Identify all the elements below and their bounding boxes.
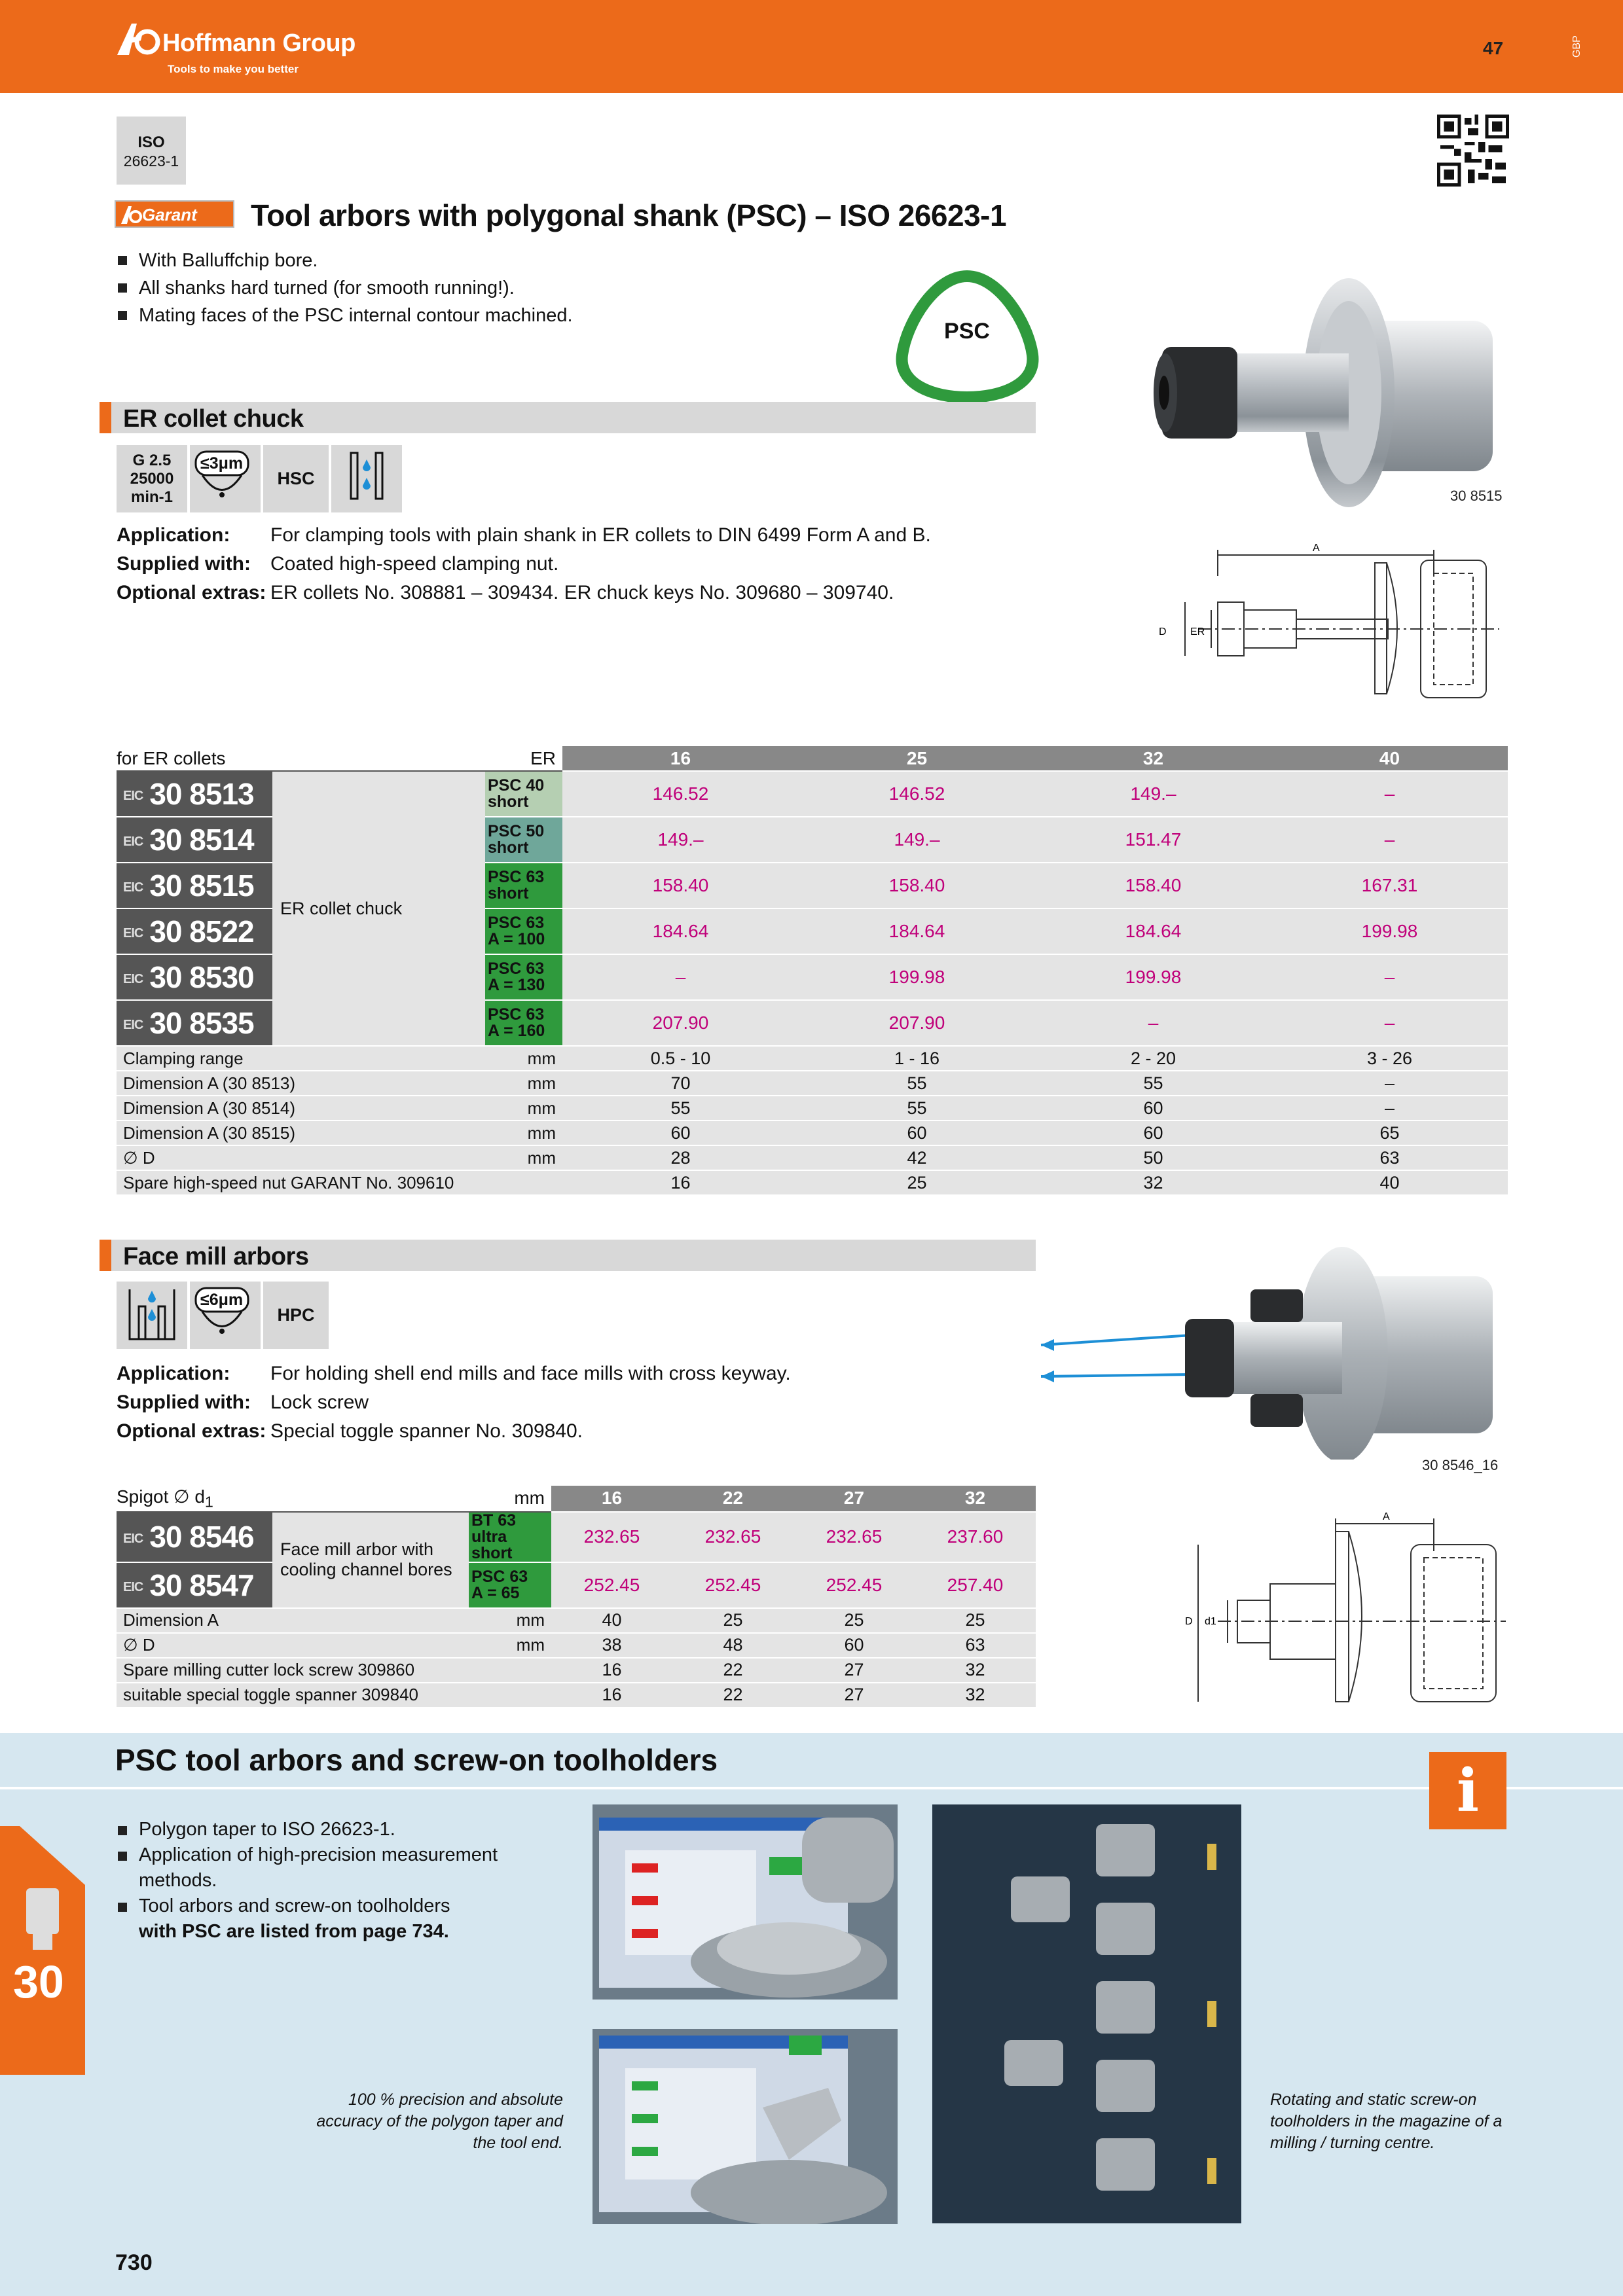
price-cell: – xyxy=(562,954,799,1000)
spec-value: 27 xyxy=(793,1683,915,1708)
spec-value: – xyxy=(1271,1071,1508,1096)
spec-unit: mm xyxy=(469,1608,551,1633)
size-column-header: 32 xyxy=(915,1486,1036,1512)
table-row xyxy=(117,1512,1036,1562)
price-cell: – xyxy=(1271,1000,1508,1046)
spec-unit: mm xyxy=(485,1046,562,1071)
spec-row xyxy=(117,1071,1508,1096)
hsc-icon xyxy=(263,445,329,512)
group-label: ER collet chuck xyxy=(272,771,485,1046)
spec-value: 60 xyxy=(562,1121,799,1145)
size-column-header: 25 xyxy=(799,746,1035,771)
spec-row xyxy=(117,1608,1036,1633)
price-cell: 158.40 xyxy=(799,863,1035,908)
supplied-text: Lock screw xyxy=(270,1391,369,1413)
spec-value: 60 xyxy=(799,1121,1035,1145)
spec-value: 40 xyxy=(1271,1170,1508,1195)
face-mill-technical-drawing xyxy=(1178,1505,1512,1715)
spec-row xyxy=(117,1683,1036,1708)
spec-label: Dimension A (30 8514) xyxy=(117,1096,485,1121)
price-cell: 151.47 xyxy=(1035,817,1271,863)
runout-value: ≤6μm xyxy=(200,1291,244,1309)
spec-value: 32 xyxy=(915,1658,1036,1683)
spec-value: 42 xyxy=(799,1145,1035,1170)
shank-type-line2: short xyxy=(488,884,529,903)
spec-value: 60 xyxy=(1035,1121,1271,1145)
spec-value: 38 xyxy=(551,1633,672,1658)
max-speed: 25000 xyxy=(130,470,174,488)
info-item xyxy=(117,1893,562,1945)
spec-value: 70 xyxy=(562,1071,799,1096)
spec-value: 25 xyxy=(799,1170,1035,1195)
price-cell: 232.65 xyxy=(793,1512,915,1562)
spec-value: 22 xyxy=(672,1683,793,1708)
price-cell: 252.45 xyxy=(793,1562,915,1608)
face-mill-details xyxy=(117,1359,1033,1446)
region-code: GBP xyxy=(1571,35,1582,58)
article-number-text: 30 8547 xyxy=(149,1568,254,1602)
spec-value: 55 xyxy=(562,1096,799,1121)
price-cell: 207.90 xyxy=(562,1000,799,1046)
price-cell: – xyxy=(1271,771,1508,817)
spec-value: 60 xyxy=(1035,1096,1271,1121)
table-header-row xyxy=(117,1486,1036,1512)
price-cell: 207.90 xyxy=(799,1000,1035,1046)
spec-value: 16 xyxy=(551,1683,672,1708)
shank-type xyxy=(485,908,562,954)
article-prefix: EIC xyxy=(123,1018,143,1033)
speed-unit: min-1 xyxy=(130,488,173,506)
drawing-label-d1: d1 xyxy=(1205,1616,1216,1627)
spec-row xyxy=(117,1121,1508,1145)
article-prefix: EIC xyxy=(123,926,143,941)
price-cell: – xyxy=(1271,817,1508,863)
price-cell: – xyxy=(1271,954,1508,1000)
article-number[interactable] xyxy=(117,771,272,817)
table-header-label xyxy=(117,1486,469,1512)
spec-value: 1 - 16 xyxy=(799,1046,1035,1071)
spec-label: Dimension A xyxy=(117,1608,469,1633)
spec-value: 22 xyxy=(672,1658,793,1683)
drawing-label-d: D xyxy=(1185,1616,1193,1627)
spec-label: Clamping range xyxy=(117,1046,485,1071)
spec-row xyxy=(117,1145,1508,1170)
spec-unit xyxy=(469,1658,551,1683)
garant-logo-text: Garant xyxy=(142,205,197,224)
spec-value: 16 xyxy=(551,1658,672,1683)
application-text: For clamping tools with plain shank in ER collets to DIN 6499 Form A and B. xyxy=(270,524,931,546)
spec-value: 55 xyxy=(799,1071,1035,1096)
er-collet-chuck-photo xyxy=(1133,268,1512,517)
caption-left: 100 % precision and absolute accuracy of the polygon taper and the tool end. xyxy=(316,2090,563,2152)
spec-value: 2 - 20 xyxy=(1035,1046,1271,1071)
shank-type-line1: PSC 63 xyxy=(488,960,545,978)
spec-label: Dimension A (30 8515) xyxy=(117,1121,485,1145)
price-cell: – xyxy=(1035,1000,1271,1046)
shank-type-line2: A = 160 xyxy=(488,1022,545,1040)
size-column-header: 16 xyxy=(551,1486,672,1512)
info-item-bold: with PSC are listed from page 734. xyxy=(139,1921,449,1942)
table-header-unit: mm xyxy=(469,1486,551,1512)
spec-value: – xyxy=(1271,1096,1508,1121)
article-number[interactable] xyxy=(117,1000,272,1046)
price-cell: 232.65 xyxy=(551,1512,672,1562)
price-cell: 146.52 xyxy=(799,771,1035,817)
price-cell: 199.98 xyxy=(799,954,1035,1000)
hoffmann-logo-icon xyxy=(115,20,164,58)
face-mill-arbor-photo xyxy=(1028,1244,1512,1460)
price-cell: 167.31 xyxy=(1271,863,1508,908)
balance-quality-icon xyxy=(117,445,187,512)
feature-list xyxy=(117,247,573,329)
shank-type xyxy=(469,1512,551,1562)
spec-row xyxy=(117,1096,1508,1121)
shank-type-line2: short xyxy=(488,838,529,857)
drawing-label-er: ER xyxy=(1190,626,1205,637)
spec-value: 27 xyxy=(793,1658,915,1683)
price-cell: 158.40 xyxy=(562,863,799,908)
spec-value: 63 xyxy=(915,1633,1036,1658)
article-number-text: 30 8515 xyxy=(149,869,254,903)
spec-value: 65 xyxy=(1271,1121,1508,1145)
spec-row xyxy=(117,1046,1508,1071)
section-heading-er xyxy=(100,402,1036,433)
extras-label: Optional extras: xyxy=(117,582,266,603)
price-cell: 184.64 xyxy=(562,908,799,954)
supplied-text: Coated high-speed clamping nut. xyxy=(270,553,559,575)
info-icon: i xyxy=(1429,1752,1506,1829)
spec-value: 55 xyxy=(799,1096,1035,1121)
size-column-header: 16 xyxy=(562,746,799,771)
price-cell: 149.– xyxy=(562,817,799,863)
brand-tagline: Tools to make you better xyxy=(168,63,299,75)
price-cell: 257.40 xyxy=(915,1562,1036,1608)
size-column-header: 40 xyxy=(1271,746,1508,771)
spec-unit: mm xyxy=(485,1071,562,1096)
section-heading-er-text: ER collet chuck xyxy=(123,405,304,433)
shank-type-line2: A = 130 xyxy=(488,976,545,994)
price-cell: 252.45 xyxy=(672,1562,793,1608)
drawing-label-a: A xyxy=(1313,543,1320,554)
feature-item: With Balluffchip bore. xyxy=(117,247,573,274)
size-column-header: 27 xyxy=(793,1486,915,1512)
supplied-label: Supplied with: xyxy=(117,1391,251,1413)
shank-type xyxy=(469,1562,551,1608)
application-label: Application: xyxy=(117,524,230,546)
spec-unit: mm xyxy=(485,1096,562,1121)
feature-item: Mating faces of the PSC internal contour machined. xyxy=(117,302,573,329)
shank-type-line1: PSC 63 xyxy=(488,1005,545,1024)
hpc-icon xyxy=(263,1282,329,1349)
chapter-tab xyxy=(0,1826,85,2075)
section-heading-face-mill-text: Face mill arbors xyxy=(123,1243,309,1270)
iso-badge-line1: ISO xyxy=(137,134,165,151)
article-prefix: EIC xyxy=(123,834,143,850)
table-row xyxy=(117,771,1508,817)
shank-type-line2: short xyxy=(488,793,529,811)
shank-type xyxy=(485,771,562,817)
hpc-label: HPC xyxy=(277,1305,315,1325)
spec-unit xyxy=(485,1170,562,1195)
article-number-text: 30 8522 xyxy=(149,914,254,948)
er-price-table xyxy=(117,746,1508,1196)
price-cell: 158.40 xyxy=(1035,863,1271,908)
iso-badge-line2: 26623-1 xyxy=(123,152,179,170)
runout-value: ≤3μm xyxy=(200,454,244,473)
shank-type-line1: BT 63 xyxy=(471,1511,517,1530)
article-number[interactable] xyxy=(117,863,272,908)
psc-polygon-icon xyxy=(894,270,1041,404)
article-number[interactable] xyxy=(117,1562,272,1608)
info-item: Polygon taper to ISO 26623-1. xyxy=(117,1817,562,1842)
table-header-sub: 1 xyxy=(204,1493,213,1511)
spec-value: 55 xyxy=(1035,1071,1271,1096)
article-number-text: 30 8513 xyxy=(149,777,254,811)
spec-unit: mm xyxy=(485,1121,562,1145)
page-title: Tool arbors with polygonal shank (PSC) – ISO 26623-1 xyxy=(251,198,1007,232)
info-item-text: Tool arbors and screw-on toolholders xyxy=(139,1895,450,1916)
er-photo-caption: 30 8515 xyxy=(1450,488,1503,504)
shank-type-line1: PSC 63 xyxy=(471,1567,528,1586)
chapter-number: 30 xyxy=(13,1956,64,2007)
price-cell: 184.64 xyxy=(1035,908,1271,954)
runout-icon xyxy=(190,445,261,512)
face-mill-photo-caption: 30 8546_16 xyxy=(1422,1457,1499,1473)
article-prefix: EIC xyxy=(123,972,143,987)
spec-value: 32 xyxy=(1035,1170,1271,1195)
price-cell: 146.52 xyxy=(562,771,799,817)
shank-type-line2: A = 100 xyxy=(488,930,545,948)
garant-logo-icon xyxy=(120,204,143,225)
article-number-text: 30 8535 xyxy=(149,1006,254,1040)
spec-value: 63 xyxy=(1271,1145,1508,1170)
price-cell: 184.64 xyxy=(799,908,1035,954)
spec-row xyxy=(117,1633,1036,1658)
spec-row xyxy=(117,1658,1036,1683)
spec-label: Spare high-speed nut GARANT No. 309610 xyxy=(117,1170,485,1195)
info-title: PSC tool arbors and screw-on toolholders xyxy=(115,1743,718,1777)
spec-value: 50 xyxy=(1035,1145,1271,1170)
tool-magazine-photo xyxy=(932,1804,1241,2223)
qr-code-icon[interactable] xyxy=(1437,115,1509,187)
spec-row xyxy=(117,1170,1508,1195)
spec-value: 32 xyxy=(915,1683,1036,1708)
price-cell: 199.98 xyxy=(1035,954,1271,1000)
table-header-unit: ER xyxy=(485,746,562,771)
psc-symbol-label: PSC xyxy=(944,319,990,344)
spec-value: 3 - 26 xyxy=(1271,1046,1508,1071)
page-reference: 47 xyxy=(1483,38,1504,58)
size-column-header: 22 xyxy=(672,1486,793,1512)
shank-type xyxy=(485,1000,562,1046)
spec-label: ∅ D xyxy=(117,1633,469,1658)
caption-right: Rotating and static screw-on toolholders in the magazine of a milling / turning centre. xyxy=(1270,2090,1503,2152)
runout-icon xyxy=(190,1282,261,1349)
spec-value: 48 xyxy=(672,1633,793,1658)
spec-value: 16 xyxy=(562,1170,799,1195)
table-header-row xyxy=(117,746,1508,771)
price-cell: 149.– xyxy=(1035,771,1271,817)
shank-type xyxy=(485,954,562,1000)
article-prefix: EIC xyxy=(123,880,143,895)
extras-label: Optional extras: xyxy=(117,1420,266,1442)
shank-type-line1: PSC 40 xyxy=(488,776,545,795)
price-cell: 237.60 xyxy=(915,1512,1036,1562)
brand-name: Hoffmann Group xyxy=(162,29,356,57)
coolant-icon xyxy=(117,1282,187,1349)
table-header-label: for ER collets xyxy=(117,746,485,771)
article-prefix: EIC xyxy=(123,1532,143,1547)
article-prefix: EIC xyxy=(123,1579,143,1594)
hsc-label: HSC xyxy=(277,469,315,488)
spec-label: Dimension A (30 8513) xyxy=(117,1071,485,1096)
iso-badge xyxy=(117,117,186,185)
divider xyxy=(0,1787,1623,1789)
application-text: For holding shell end mills and face mills with cross keyway. xyxy=(270,1363,791,1384)
extras-text: Special toggle spanner No. 309840. xyxy=(270,1420,583,1442)
spec-label: suitable special toggle spanner 309840 xyxy=(117,1683,469,1708)
shank-type xyxy=(485,863,562,908)
article-number[interactable] xyxy=(117,817,272,863)
shank-type-line1: PSC 63 xyxy=(488,868,545,886)
supplied-label: Supplied with: xyxy=(117,553,251,575)
price-cell: 232.65 xyxy=(672,1512,793,1562)
spec-value: 0.5 - 10 xyxy=(562,1046,799,1071)
page-number: 730 xyxy=(115,2250,153,2275)
table-header-label-text: Spigot ∅ d xyxy=(117,1486,205,1507)
article-number[interactable] xyxy=(117,954,272,1000)
drawing-label-d: D xyxy=(1159,626,1167,637)
spec-value: 40 xyxy=(551,1608,672,1633)
table-row xyxy=(117,1562,1036,1608)
spec-value: 25 xyxy=(793,1608,915,1633)
shank-type-line1: PSC 50 xyxy=(488,822,545,840)
er-technical-drawing xyxy=(1159,537,1512,707)
balance-grade: G 2.5 xyxy=(132,452,172,469)
section-heading-face-mill xyxy=(100,1240,1036,1271)
shank-type-line1: PSC 63 xyxy=(488,914,545,932)
article-number-text: 30 8530 xyxy=(149,960,254,994)
article-prefix: EIC xyxy=(123,789,143,804)
size-column-header: 32 xyxy=(1035,746,1271,771)
shank-type-line2: ultra short xyxy=(471,1527,513,1562)
price-cell: 199.98 xyxy=(1271,908,1508,954)
article-number[interactable] xyxy=(117,1512,272,1562)
spec-unit xyxy=(469,1683,551,1708)
shank-type-line2: A = 65 xyxy=(471,1583,520,1602)
shank-type xyxy=(485,817,562,863)
spec-value: 60 xyxy=(793,1633,915,1658)
drawing-label-a: A xyxy=(1383,1511,1390,1522)
article-number[interactable] xyxy=(117,908,272,954)
price-cell: 252.45 xyxy=(551,1562,672,1608)
coolant-icon xyxy=(331,445,402,512)
article-number-text: 30 8546 xyxy=(149,1520,254,1554)
spec-value: 25 xyxy=(672,1608,793,1633)
face-mill-price-table xyxy=(117,1486,1036,1708)
er-details xyxy=(117,521,1033,607)
feature-item: All shanks hard turned (for smooth running!). xyxy=(117,274,573,302)
price-cell: 149.– xyxy=(799,817,1035,863)
spec-label: ∅ D xyxy=(117,1145,485,1170)
group-label: Face mill arbor with cooling channel bores xyxy=(272,1512,469,1608)
spec-unit: mm xyxy=(469,1633,551,1658)
article-number-text: 30 8514 xyxy=(149,823,254,857)
extras-text: ER collets No. 308881 – 309434. ER chuck keys No. 309680 – 309740. xyxy=(270,582,894,603)
measurement-photo-1 xyxy=(593,1804,898,2000)
info-item: Application of high-precision measurement methods. xyxy=(117,1842,562,1893)
spec-value: 28 xyxy=(562,1145,799,1170)
spec-unit: mm xyxy=(485,1145,562,1170)
spec-value: 25 xyxy=(915,1608,1036,1633)
spec-label: Spare milling cutter lock screw 309860 xyxy=(117,1658,469,1683)
measurement-photo-2 xyxy=(593,2029,898,2224)
info-list xyxy=(117,1817,562,1945)
application-label: Application: xyxy=(117,1363,230,1384)
